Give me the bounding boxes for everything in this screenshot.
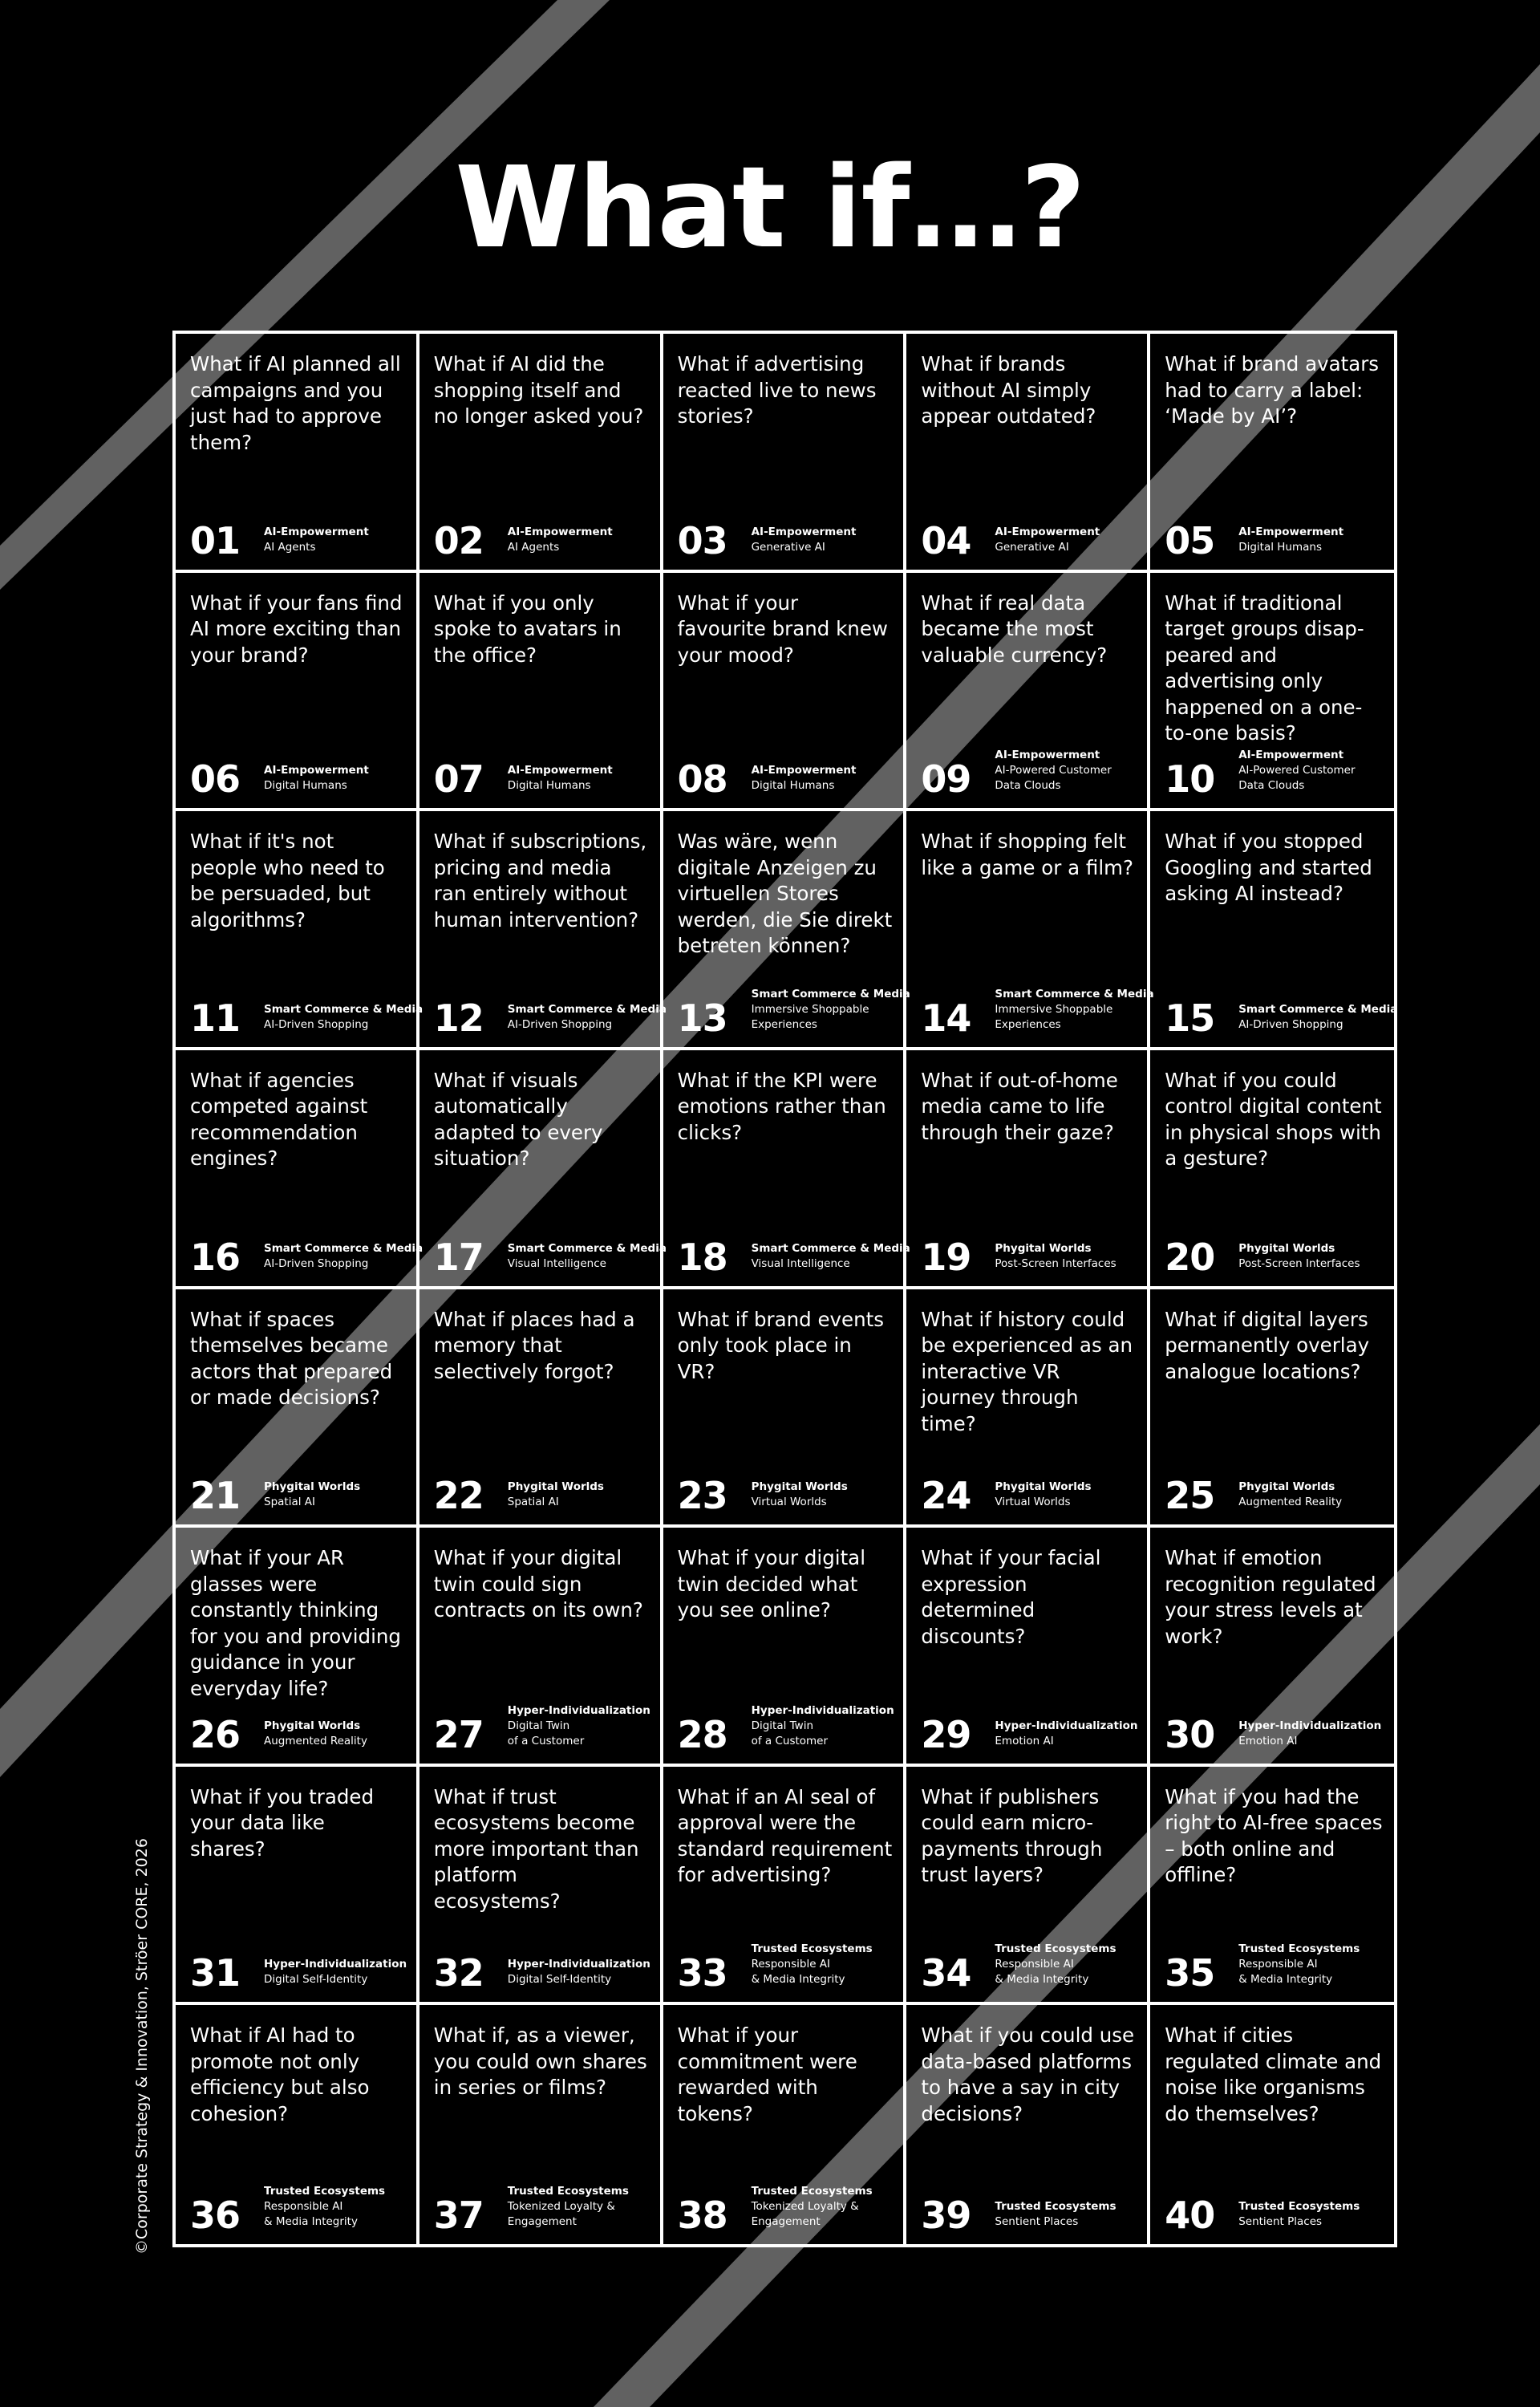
question-card <box>176 573 419 812</box>
card-number: 23 <box>677 1474 727 1518</box>
card-number: 38 <box>677 2194 727 2237</box>
question-card <box>1150 1528 1394 1767</box>
card-subcategory: Responsible AI <box>751 1958 831 1971</box>
question-text: What if out-of-home media came to life through their gaze? <box>921 1068 1118 1144</box>
card-tags <box>995 525 1100 557</box>
question-card <box>906 811 1154 1050</box>
question-text: What if you only spoke to avatars in the office? <box>433 591 622 667</box>
card-number: 32 <box>433 1951 484 1995</box>
card-subcategory: Visual Intelligence <box>751 1256 850 1270</box>
card-footer <box>190 518 369 562</box>
card-subcategory: Digital Twin <box>751 1719 814 1732</box>
question-text: What if your AR glasses were constantly thinking for you and providing guidance in your everyday life? <box>190 1546 401 1700</box>
card-category: AI-Empowerment <box>264 764 369 777</box>
card-subcategory: Engagement <box>751 2215 821 2228</box>
card-category: Trusted Ecosystems <box>1238 1942 1360 1956</box>
card-category: Trusted Ecosystems <box>995 2200 1116 2213</box>
card-tags <box>752 987 910 1034</box>
card-number: 28 <box>677 1712 727 1756</box>
card-category: Smart Commerce & Media <box>264 1002 424 1016</box>
card-category: Phygital Worlds <box>1238 1241 1335 1255</box>
card-footer <box>433 1474 604 1518</box>
question-text: What if cities regulated climate and noise like organisms do themselves? <box>1165 2023 1382 2125</box>
card-subcategory: Tokenized Loyalty & <box>751 2200 859 2213</box>
card-category: Smart Commerce & Media <box>995 987 1154 1001</box>
card-category: Hyper-Individualization <box>751 1703 894 1717</box>
card-tags <box>264 1719 367 1751</box>
card-tags <box>995 748 1111 795</box>
card-subcategory: Emotion AI <box>1238 1734 1298 1747</box>
card-category: Phygital Worlds <box>995 1480 1092 1494</box>
card-subcategory: Sentient Places <box>995 2215 1079 2228</box>
question-card <box>1150 573 1394 812</box>
question-card <box>176 1528 419 1767</box>
question-card <box>419 1767 663 2006</box>
card-subcategory: Generative AI <box>751 540 825 554</box>
card-subcategory: Emotion AI <box>995 1734 1054 1747</box>
question-card <box>176 2005 419 2244</box>
question-text: Was wäre, wenn digitale Anzeigen zu virtuellen Stores werden, die Sie direkt betreten können? <box>677 830 893 958</box>
card-subcategory: AI-Driven Shopping <box>264 1256 369 1270</box>
card-subcategory: Immersive Shoppable <box>751 1002 869 1016</box>
card-footer <box>677 2184 873 2237</box>
card-subcategory: & Media Integrity <box>1238 1973 1333 1987</box>
card-subcategory: AI-Powered Customer <box>995 764 1112 777</box>
card-subcategory: AI Agents <box>507 540 560 554</box>
question-card <box>1150 811 1398 1050</box>
card-number: 14 <box>921 996 971 1040</box>
card-category: Smart Commerce & Media <box>751 987 910 1001</box>
card-footer <box>921 987 1154 1040</box>
card-subcategory: Digital Humans <box>264 779 347 793</box>
card-number: 33 <box>677 1951 727 1995</box>
card-footer <box>1165 518 1344 562</box>
question-card <box>176 1289 419 1528</box>
card-tags <box>752 763 857 795</box>
card-footer <box>1165 1474 1343 1518</box>
card-number: 30 <box>1165 1712 1215 1756</box>
card-footer <box>190 1951 407 1995</box>
question-card <box>176 1050 424 1289</box>
card-category: Phygital Worlds <box>264 1480 361 1494</box>
question-card <box>906 573 1150 812</box>
card-subcategory: AI-Driven Shopping <box>264 1017 369 1031</box>
card-category: Trusted Ecosystems <box>1238 2200 1360 2213</box>
card-footer <box>677 1703 894 1756</box>
card-subcategory: Tokenized Loyalty & <box>507 2200 615 2213</box>
card-tags <box>264 1480 360 1512</box>
question-card <box>419 1289 663 1528</box>
card-subcategory: Generative AI <box>995 540 1069 554</box>
question-text: What if your favourite brand knew your mood? <box>677 591 888 667</box>
question-text: What if AI planned all campaigns and you just had to approve them? <box>190 352 401 454</box>
card-subcategory: of a Customer <box>751 1734 829 1747</box>
card-footer <box>190 996 424 1040</box>
card-footer <box>921 1942 1116 1995</box>
card-subcategory: & Media Integrity <box>995 1973 1089 1987</box>
card-category: Hyper-Individualization <box>507 1703 650 1717</box>
card-number: 25 <box>1165 1474 1215 1518</box>
card-number: 27 <box>433 1712 484 1756</box>
card-category: Smart Commerce & Media <box>507 1241 667 1255</box>
question-card <box>906 2005 1150 2244</box>
question-text: What if advertising reacted live to news stories? <box>677 352 877 428</box>
card-tags <box>752 525 857 557</box>
card-category: Trusted Ecosystems <box>995 1942 1116 1956</box>
card-category: AI-Empowerment <box>507 764 613 777</box>
card-number: 35 <box>1165 1951 1215 1995</box>
card-footer <box>190 757 369 802</box>
question-card <box>419 573 663 812</box>
card-footer <box>433 2184 629 2237</box>
card-number: 24 <box>921 1474 971 1518</box>
card-footer <box>433 1703 650 1756</box>
card-number: 29 <box>921 1712 971 1756</box>
card-number: 13 <box>677 996 727 1040</box>
question-text: What if digital layers permanently overlay analogue locations? <box>1165 1307 1370 1383</box>
question-text: What if you traded your data like shares? <box>190 1784 375 1861</box>
copyright-notice: ©Corporate Strategy & Innovation, Ströer CORE, 2026 <box>133 1838 151 2255</box>
card-category: Hyper-Individualization <box>1238 1719 1382 1732</box>
card-subcategory: Digital Humans <box>1238 540 1322 554</box>
card-footer <box>921 1474 1092 1518</box>
card-subcategory: Virtual Worlds <box>751 1496 827 1509</box>
question-card <box>663 1289 907 1528</box>
question-text: What if brands without AI simply appear outdated? <box>921 352 1096 428</box>
card-footer <box>433 757 613 802</box>
question-text: What if you stopped Googling and started asking AI instead? <box>1165 830 1372 906</box>
card-subcategory: & Media Integrity <box>751 1973 845 1987</box>
card-subcategory: Engagement <box>507 2215 577 2228</box>
card-footer <box>190 1474 361 1518</box>
card-subcategory: Virtual Worlds <box>995 1496 1071 1509</box>
card-footer <box>921 748 1112 802</box>
card-tags <box>1238 1719 1381 1751</box>
question-text: What if emotion recognition regulated your stress levels at work? <box>1165 1546 1376 1648</box>
card-footer <box>1165 996 1398 1040</box>
card-category: Hyper-Individualization <box>995 1719 1138 1732</box>
card-footer <box>1165 748 1356 802</box>
question-card <box>1150 1767 1394 2006</box>
card-number: 05 <box>1165 518 1215 562</box>
card-category: Phygital Worlds <box>264 1719 361 1732</box>
question-text: What if the KPI were emotions rather than clicks? <box>677 1068 886 1144</box>
question-text: What if brand events only took place in VR? <box>677 1307 885 1383</box>
card-footer <box>190 1235 424 1279</box>
question-text: What if your commitment were rewarded with tokens? <box>677 2023 857 2125</box>
card-number: 10 <box>1165 757 1215 802</box>
question-text: What if you had the right to AI-free spaces – both online and offline? <box>1165 1784 1383 1887</box>
card-tags <box>1238 1002 1397 1034</box>
card-category: Trusted Ecosystems <box>264 2185 386 2198</box>
card-subcategory: Post-Screen Interfaces <box>1238 1256 1360 1270</box>
card-footer <box>433 1951 650 1995</box>
card-tags <box>752 1480 848 1512</box>
card-number: 03 <box>677 518 727 562</box>
question-text: What if an AI seal of approval were the standard requirement for advertising? <box>677 1784 893 1887</box>
card-footer <box>433 996 667 1040</box>
card-tags <box>264 1957 407 1989</box>
question-card <box>176 334 419 573</box>
card-category: Trusted Ecosystems <box>507 2185 629 2198</box>
card-number: 20 <box>1165 1235 1215 1279</box>
question-text: What if real data became the most valuable currency? <box>921 591 1108 667</box>
question-text: What if your facial expression determined discounts? <box>921 1546 1101 1648</box>
question-text: What if you could use data-based platforms to have a say in city decisions? <box>921 2023 1135 2125</box>
card-number: 12 <box>433 996 484 1040</box>
card-footer <box>1165 1712 1382 1756</box>
card-subcategory: Digital Humans <box>751 779 835 793</box>
card-tags <box>1238 1942 1360 1989</box>
question-card <box>176 811 424 1050</box>
card-tags <box>995 1241 1116 1273</box>
card-number: 18 <box>677 1235 727 1279</box>
question-text: What if your fans find AI more exciting than your brand? <box>190 591 403 667</box>
card-number: 09 <box>921 757 971 802</box>
question-card <box>663 811 910 1050</box>
card-subcategory: AI-Powered Customer <box>1238 764 1356 777</box>
card-tags <box>508 525 613 557</box>
question-text: What if shopping felt like a game or a film? <box>921 830 1134 879</box>
card-number: 37 <box>433 2194 484 2237</box>
card-category: AI-Empowerment <box>995 525 1100 538</box>
card-footer <box>921 518 1100 562</box>
card-footer <box>190 1712 367 1756</box>
card-tags <box>264 1241 423 1273</box>
card-subcategory: Spatial AI <box>264 1496 315 1509</box>
question-card <box>906 1767 1150 2006</box>
card-number: 34 <box>921 1951 971 1995</box>
card-footer <box>677 1474 848 1518</box>
question-card <box>176 1767 419 2006</box>
card-footer <box>1165 1235 1360 1279</box>
question-text: What if history could be experienced as an interactive VR journey through time? <box>921 1307 1133 1435</box>
page-title: What if…? <box>455 143 1085 274</box>
question-card <box>663 2005 907 2244</box>
card-subcategory: Digital Humans <box>507 779 591 793</box>
question-text: What if spaces themselves became actors that prepared or made decisions? <box>190 1307 393 1409</box>
question-card <box>419 1050 667 1289</box>
question-card <box>663 1528 907 1767</box>
card-tags <box>1238 2199 1360 2231</box>
question-text: What if AI had to promote not only efficiency but also cohesion? <box>190 2023 370 2125</box>
card-footer <box>677 1235 910 1279</box>
card-subcategory: Data Clouds <box>1238 779 1305 793</box>
card-category: AI-Empowerment <box>751 525 857 538</box>
card-category: Smart Commerce & Media <box>507 1002 667 1016</box>
question-card <box>419 334 663 573</box>
card-subcategory: Experiences <box>995 1017 1061 1031</box>
card-number: 22 <box>433 1474 484 1518</box>
card-category: AI-Empowerment <box>264 525 369 538</box>
card-tags <box>264 525 369 557</box>
question-text: What if you could control digital content in physical shops with a gesture? <box>1165 1068 1382 1171</box>
card-tags <box>508 2184 629 2231</box>
card-category: AI-Empowerment <box>995 749 1100 762</box>
card-subcategory: Augmented Reality <box>264 1734 367 1747</box>
question-card <box>906 1528 1150 1767</box>
question-card-grid <box>172 331 1397 2247</box>
card-tags <box>1238 525 1343 557</box>
card-category: AI-Empowerment <box>1238 525 1344 538</box>
question-card <box>663 1767 907 2006</box>
card-category: Smart Commerce & Media <box>264 1241 424 1255</box>
card-subcategory: Responsible AI <box>995 1958 1074 1971</box>
question-card <box>906 1289 1150 1528</box>
card-tags <box>995 1480 1091 1512</box>
card-tags <box>508 763 613 795</box>
card-tags <box>995 987 1153 1034</box>
card-number: 01 <box>190 518 241 562</box>
card-footer <box>677 987 910 1040</box>
card-tags <box>995 1942 1116 1989</box>
card-number: 19 <box>921 1235 971 1279</box>
question-card <box>1150 1050 1394 1289</box>
card-subcategory: & Media Integrity <box>264 2215 358 2228</box>
question-card <box>1150 334 1394 573</box>
card-subcategory: Data Clouds <box>995 779 1061 793</box>
card-footer <box>921 1235 1116 1279</box>
card-subcategory: Digital Twin <box>507 1719 570 1732</box>
card-tags <box>1238 1241 1360 1273</box>
card-subcategory: Post-Screen Interfaces <box>995 1256 1116 1270</box>
card-subcategory: Immersive Shoppable <box>995 1002 1113 1016</box>
card-footer <box>1165 1942 1360 1995</box>
card-footer <box>677 757 857 802</box>
card-subcategory: Augmented Reality <box>1238 1496 1343 1509</box>
question-card <box>419 1528 663 1767</box>
card-number: 04 <box>921 518 971 562</box>
card-number: 08 <box>677 757 727 802</box>
card-tags <box>752 1241 910 1273</box>
card-footer <box>677 1942 873 1995</box>
card-category: Phygital Worlds <box>507 1480 604 1494</box>
card-number: 17 <box>433 1235 484 1279</box>
card-footer <box>921 1712 1138 1756</box>
card-subcategory: of a Customer <box>507 1734 585 1747</box>
card-number: 26 <box>190 1712 241 1756</box>
card-number: 11 <box>190 996 241 1040</box>
card-category: AI-Empowerment <box>1238 749 1344 762</box>
question-text: What if traditional target groups disappeared and advertising only happened on a one-to-one basis? <box>1165 591 1364 745</box>
card-number: 39 <box>921 2194 971 2237</box>
question-card <box>419 2005 663 2244</box>
question-card <box>419 811 667 1050</box>
card-footer <box>190 2184 386 2237</box>
card-tags <box>1238 1480 1342 1512</box>
card-tags <box>752 1703 894 1751</box>
question-text: What if, as a viewer, you could own shares in series or films? <box>433 2023 647 2100</box>
card-subcategory: Digital Self-Identity <box>264 1973 368 1987</box>
card-subcategory: Experiences <box>751 1017 817 1031</box>
card-category: Phygital Worlds <box>995 1241 1092 1255</box>
card-subcategory: AI Agents <box>264 540 316 554</box>
question-card <box>663 1050 910 1289</box>
card-tags <box>508 1957 650 1989</box>
question-text: What if your digital twin decided what you see online? <box>677 1546 865 1622</box>
card-tags <box>264 1002 423 1034</box>
card-tags <box>1238 748 1355 795</box>
card-category: Smart Commerce & Media <box>1238 1002 1398 1016</box>
card-number: 16 <box>190 1235 241 1279</box>
card-tags <box>752 1942 873 1989</box>
card-number: 06 <box>190 757 241 802</box>
card-number: 36 <box>190 2194 241 2237</box>
card-subcategory: Digital Self-Identity <box>507 1973 612 1987</box>
card-tags <box>995 2199 1116 2231</box>
card-number: 40 <box>1165 2194 1215 2237</box>
question-text: What if agencies competed against recommendation engines? <box>190 1068 368 1171</box>
question-text: What if it's not people who need to be persuaded, but algorithms? <box>190 830 385 932</box>
card-subcategory: Responsible AI <box>1238 1958 1318 1971</box>
card-subcategory: Visual Intelligence <box>507 1256 606 1270</box>
card-category: Trusted Ecosystems <box>751 1942 873 1956</box>
question-text: What if visuals automatically adapted to every situation? <box>433 1068 603 1171</box>
card-category: Trusted Ecosystems <box>751 2185 873 2198</box>
card-footer <box>677 518 857 562</box>
card-number: 21 <box>190 1474 241 1518</box>
card-category: AI-Empowerment <box>751 764 857 777</box>
card-tags <box>508 1241 667 1273</box>
question-card <box>906 1050 1150 1289</box>
card-number: 15 <box>1165 996 1215 1040</box>
card-footer <box>921 2194 1116 2237</box>
card-tags <box>508 1002 667 1034</box>
card-footer <box>433 1235 667 1279</box>
question-text: What if publishers could earn micropayments through trust layers? <box>921 1784 1103 1887</box>
card-subcategory: Spatial AI <box>507 1496 559 1509</box>
card-tags <box>508 1480 604 1512</box>
card-category: Hyper-Individualization <box>264 1958 407 1971</box>
question-text: What if subscriptions, pricing and media ran entirely without human intervention? <box>433 830 647 932</box>
question-card <box>1150 1289 1394 1528</box>
card-footer <box>433 518 613 562</box>
card-tags <box>264 2184 385 2231</box>
card-tags <box>752 2184 873 2231</box>
question-text: What if trust ecosystems become more important than platform ecosystems? <box>433 1784 639 1913</box>
question-text: What if AI did the shopping itself and no longer asked you? <box>433 352 644 428</box>
card-tags <box>995 1719 1137 1751</box>
question-card <box>663 573 907 812</box>
card-subcategory: AI-Driven Shopping <box>507 1017 613 1031</box>
card-number: 02 <box>433 518 484 562</box>
card-category: Phygital Worlds <box>751 1480 848 1494</box>
card-category: Hyper-Individualization <box>507 1958 650 1971</box>
question-text: What if your digital twin could sign contracts on its own? <box>433 1546 643 1622</box>
question-card <box>906 334 1150 573</box>
card-footer <box>1165 2194 1360 2237</box>
card-number: 31 <box>190 1951 241 1995</box>
card-subcategory: Sentient Places <box>1238 2215 1323 2228</box>
card-category: AI-Empowerment <box>507 525 613 538</box>
card-category: Smart Commerce & Media <box>751 1241 910 1255</box>
question-card <box>1150 2005 1394 2244</box>
question-text: What if places had a memory that selectively forgot? <box>433 1307 635 1383</box>
card-category: Phygital Worlds <box>1238 1480 1335 1494</box>
card-tags <box>508 1703 650 1751</box>
card-number: 07 <box>433 757 484 802</box>
card-subcategory: Responsible AI <box>264 2200 343 2213</box>
question-card <box>663 334 907 573</box>
question-text: What if brand avatars had to carry a label: ‘Made by AI’? <box>1165 352 1380 428</box>
card-tags <box>264 763 369 795</box>
card-subcategory: AI-Driven Shopping <box>1238 1017 1343 1031</box>
